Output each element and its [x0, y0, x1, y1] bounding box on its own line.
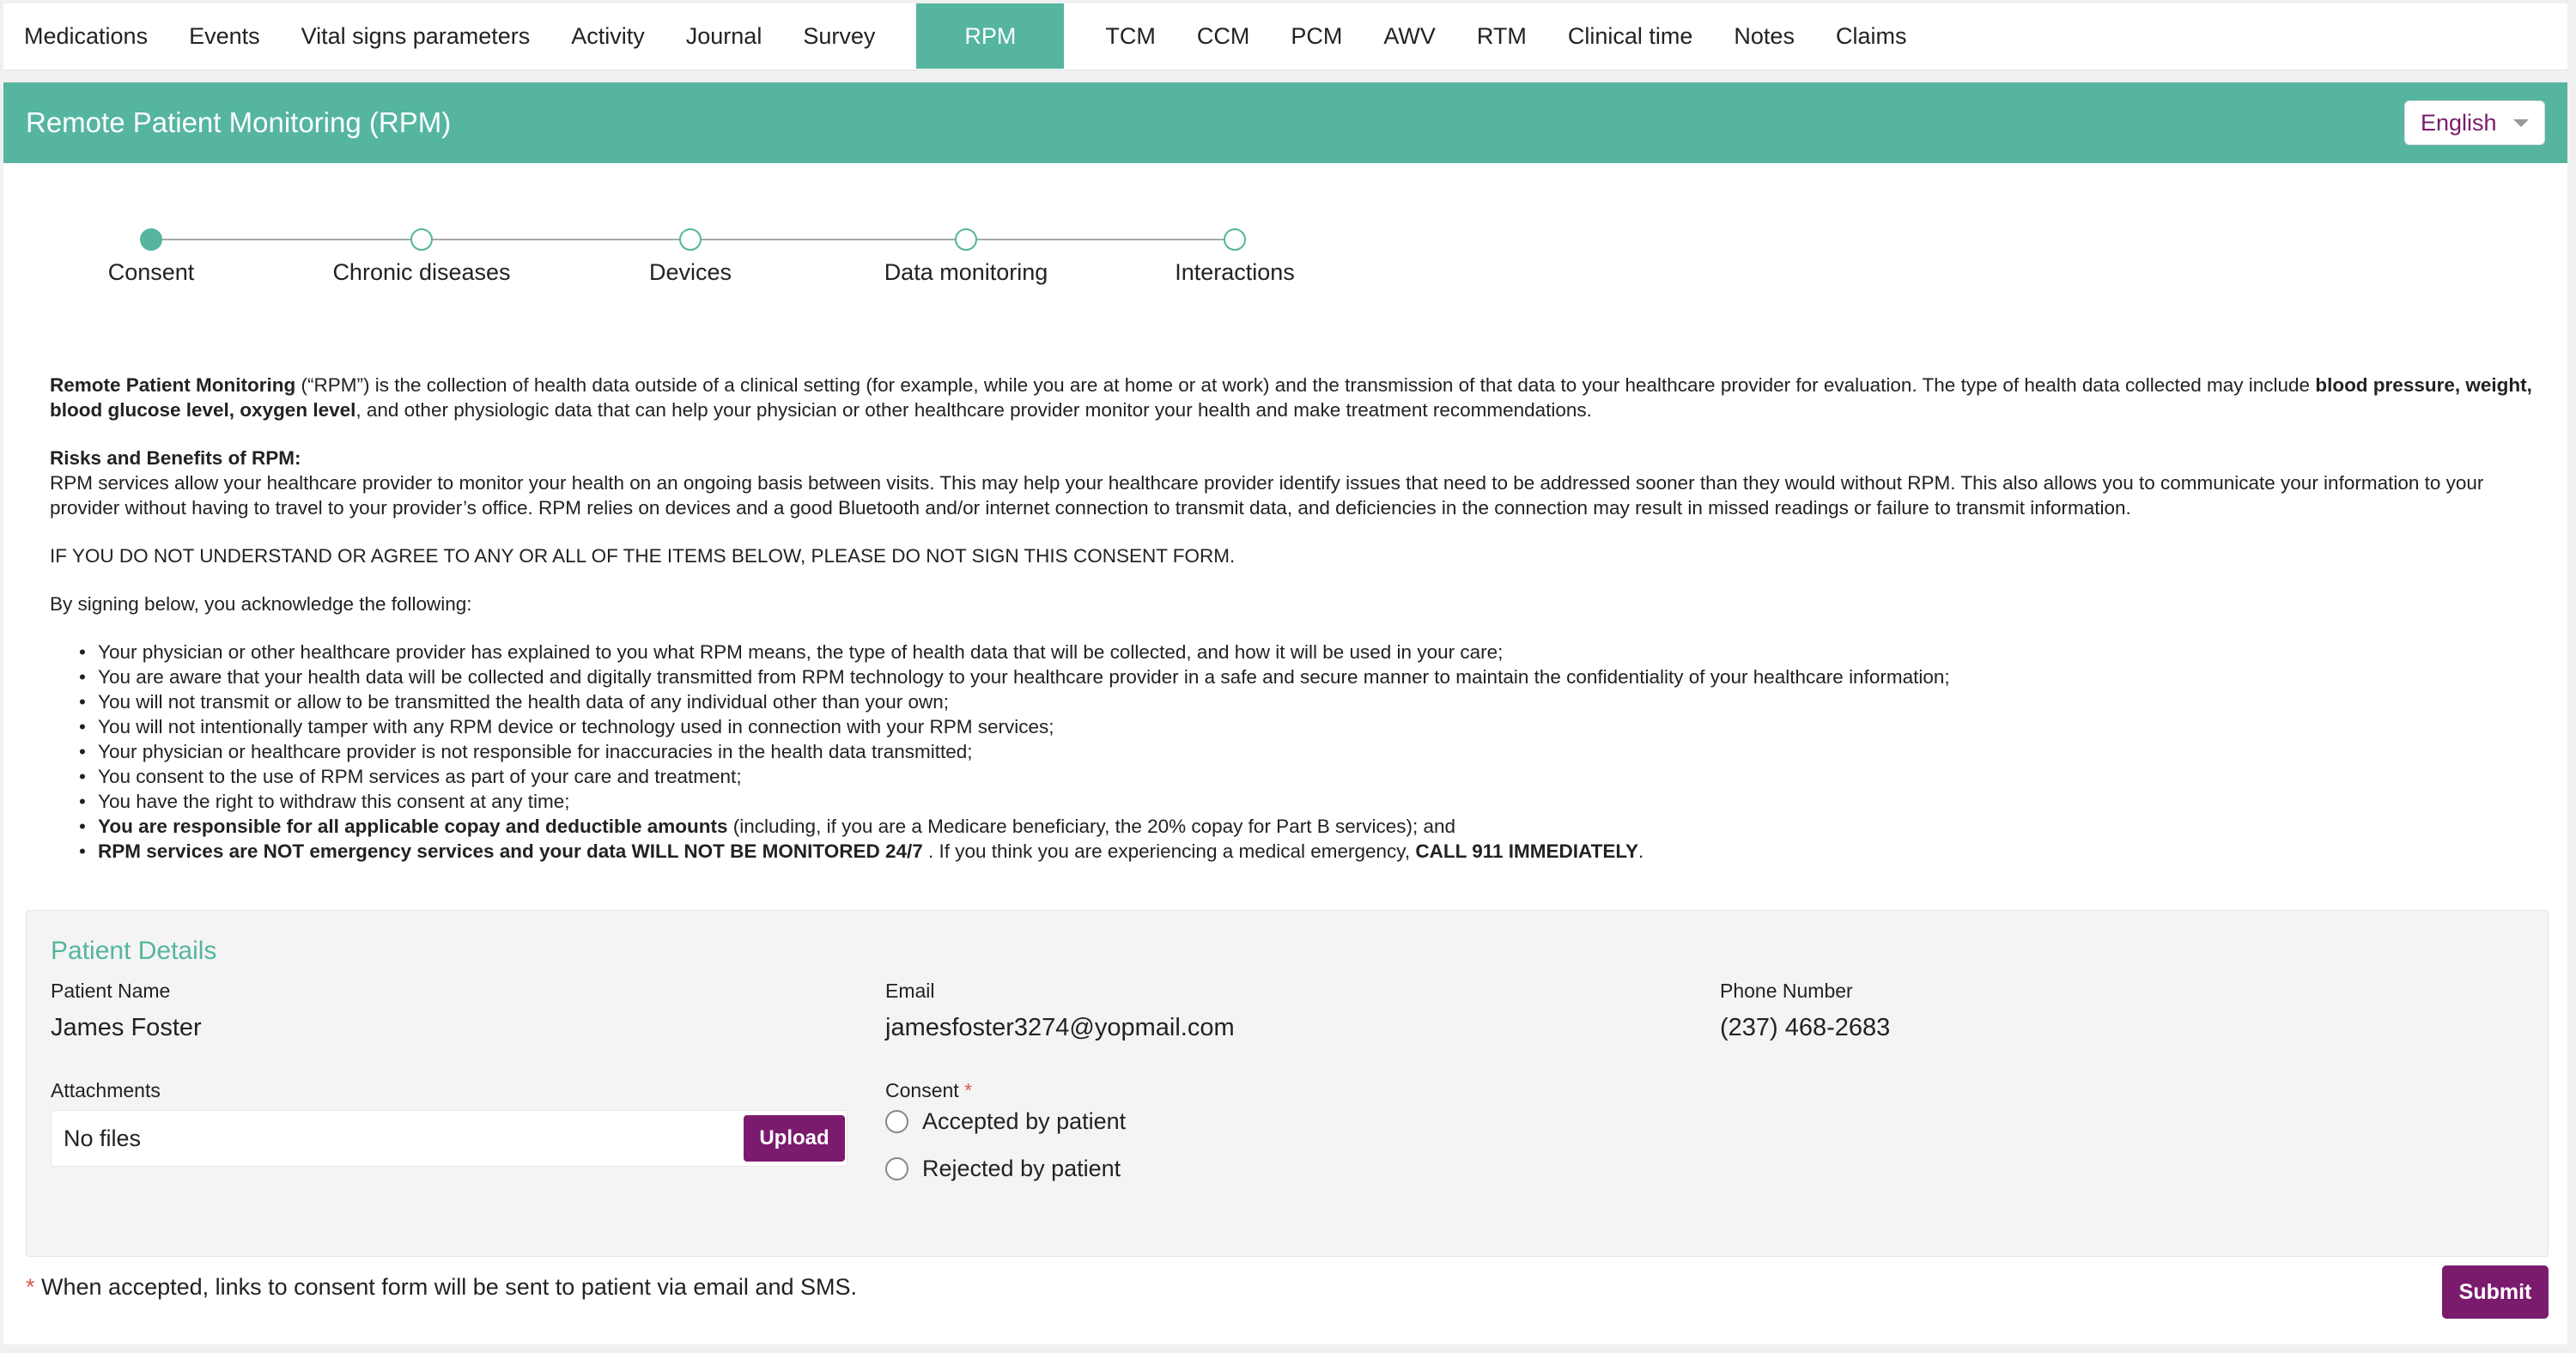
page-header	[3, 82, 2567, 163]
email-value: jamesfoster3274@yopmail.com	[885, 1014, 1235, 1041]
upload-button[interactable]: Upload	[744, 1115, 845, 1162]
radio-button[interactable]	[885, 1157, 908, 1180]
step-consent[interactable]	[48, 228, 254, 286]
email-label: Email	[885, 980, 935, 1002]
step-label: Interactions	[1175, 259, 1295, 285]
risks-title: Risks and Benefits of RPM:	[50, 447, 301, 469]
required-marker: *	[26, 1274, 35, 1300]
attachments-label: Attachments	[51, 1079, 161, 1101]
required-marker: *	[964, 1079, 973, 1101]
tab-activity[interactable]: Activity	[571, 22, 645, 49]
consent-intro-bold2: blood pressure, weight, blood glucose level, oxygen level	[50, 374, 2532, 421]
tab-notes[interactable]: Notes	[1734, 22, 1795, 49]
step-data-monitoring[interactable]	[863, 228, 1069, 286]
tab-awv[interactable]: AWV	[1383, 22, 1436, 49]
consent-intro-bold: Remote Patient Monitoring	[50, 374, 296, 396]
radio-label: Rejected by patient	[922, 1156, 1121, 1181]
top-nav-tabs	[3, 3, 2567, 70]
consent-text	[50, 373, 2540, 864]
step-dot-icon	[410, 228, 433, 251]
tab-pcm[interactable]: PCM	[1291, 22, 1343, 49]
tab-clinical-time[interactable]: Clinical time	[1567, 22, 1693, 49]
list-item: • You will not intentionally tamper with any RPM device or technology used in connection with your RPM services;	[50, 714, 2540, 739]
emergency-end: .	[1638, 840, 1644, 862]
list-item	[50, 839, 2540, 864]
consent-label-text: Consent	[885, 1079, 959, 1101]
tab-journal[interactable]: Journal	[685, 22, 762, 49]
consent-option-rejected[interactable]	[885, 1156, 1121, 1182]
tab-vital-signs-parameters[interactable]: Vital signs parameters	[301, 22, 531, 49]
list-item	[50, 814, 2540, 839]
ack-list	[50, 640, 2540, 864]
phone-label: Phone Number	[1720, 980, 1853, 1002]
step-dot-icon	[140, 228, 162, 251]
tab-ccm[interactable]: CCM	[1196, 22, 1250, 49]
step-dot-icon	[679, 228, 702, 251]
list-item: • You have the right to withdraw this consent at any time;	[50, 789, 2540, 814]
language-select-value: English	[2421, 109, 2497, 136]
copay-text: (including, if you are a Medicare beneficiary, the 20% copay for Part B services); and	[727, 816, 1456, 837]
ack-intro: By signing below, you acknowledge the following:	[50, 593, 472, 615]
patient-name-value: James Foster	[51, 1014, 202, 1041]
emergency-bold: RPM services are NOT emergency services and your data WILL NOT BE MONITORED 24/7	[98, 840, 923, 862]
footer-note	[26, 1274, 857, 1301]
language-select[interactable]	[2404, 100, 2545, 145]
tab-events[interactable]: Events	[189, 22, 260, 49]
page-title: Remote Patient Monitoring (RPM)	[26, 106, 452, 138]
tab-survey[interactable]: Survey	[803, 22, 876, 49]
radio-button[interactable]	[885, 1110, 908, 1133]
patient-details-panel	[26, 910, 2549, 1257]
tab-claims[interactable]: Claims	[1835, 22, 1907, 49]
step-label: Consent	[107, 259, 195, 285]
step-interactions[interactable]	[1132, 228, 1338, 286]
consent-intro-text2: , and other physiologic data that can help your physician or other healthcare provider monitor your health and make treatment recommendations.	[355, 399, 1592, 421]
risks-text: RPM services allow your healthcare provider to monitor your health on an ongoing basis between visits. This may help your healthcare provider identify issues that need to be addressed sooner than they would without RPM. This also allows you to communicate your information to your provider without having to travel to your provider’s office. RPM relies on devices and a good Bluetooth and/or internet connection to transmit data, and deficiencies in the connection may result in missed readings or failure to transmit information.	[50, 472, 2484, 519]
risks-section	[50, 446, 2540, 520]
chevron-down-icon	[2513, 119, 2529, 127]
tab-tcm[interactable]: TCM	[1105, 22, 1156, 49]
list-item: • Your physician or other healthcare provider has explained to you what RPM means, the type of health data that will be collected, and how it will be used in your care;	[50, 640, 2540, 664]
consent-intro-text: (“RPM”) is the collection of health data outside of a clinical setting (for example, while you are at home or at work) and the transmission of that data to your healthcare provider for evaluation. The type of health data collected may include	[295, 374, 2316, 396]
tab-rtm[interactable]: RTM	[1476, 22, 1527, 49]
phone-value: (237) 468-2683	[1720, 1014, 1891, 1041]
consent-label	[885, 1079, 972, 1102]
attachments-value: No files	[64, 1125, 142, 1151]
step-chronic-diseases[interactable]	[319, 228, 525, 286]
step-label: Data monitoring	[884, 259, 1048, 285]
attachments-field	[51, 1110, 848, 1167]
patient-details-title: Patient Details	[51, 937, 217, 965]
emergency-bold2: CALL 911 IMMEDIATELY	[1415, 840, 1639, 862]
main-content	[3, 163, 2567, 1344]
copay-bold: You are responsible for all applicable copay and deductible amounts	[98, 816, 728, 837]
step-dot-icon	[1224, 228, 1246, 251]
tab-rpm[interactable]: RPM	[916, 3, 1064, 69]
patient-name-label: Patient Name	[51, 980, 171, 1002]
step-devices[interactable]	[587, 228, 793, 286]
radio-label: Accepted by patient	[922, 1108, 1127, 1134]
emergency-text: . If you think you are experiencing a medical emergency,	[922, 840, 1416, 862]
consent-option-accepted[interactable]	[885, 1108, 1126, 1135]
step-dot-icon	[955, 228, 977, 251]
step-label: Chronic diseases	[332, 259, 511, 285]
tab-medications[interactable]: Medications	[24, 22, 149, 49]
list-item: • You will not transmit or allow to be transmitted the health data of any individual other than your own;	[50, 689, 2540, 714]
list-item: • You consent to the use of RPM services as part of your care and treatment;	[50, 764, 2540, 789]
consent-warning: IF YOU DO NOT UNDERSTAND OR AGREE TO ANY OR ALL OF THE ITEMS BELOW, PLEASE DO NOT SIGN THIS CONSENT FORM.	[50, 545, 1236, 567]
step-label: Devices	[648, 259, 732, 285]
list-item: • You are aware that your health data will be collected and digitally transmitted from RPM technology to your healthcare provider in a safe and secure manner to maintain the confidentiality of your healthcare information;	[50, 664, 2540, 689]
consent-intro	[50, 373, 2540, 422]
footer-note-text: When accepted, links to consent form will be sent to patient via email and SMS.	[34, 1274, 857, 1300]
list-item: • Your physician or healthcare provider is not responsible for inaccuracies in the health data transmitted;	[50, 739, 2540, 764]
submit-button[interactable]: Submit	[2442, 1265, 2549, 1319]
